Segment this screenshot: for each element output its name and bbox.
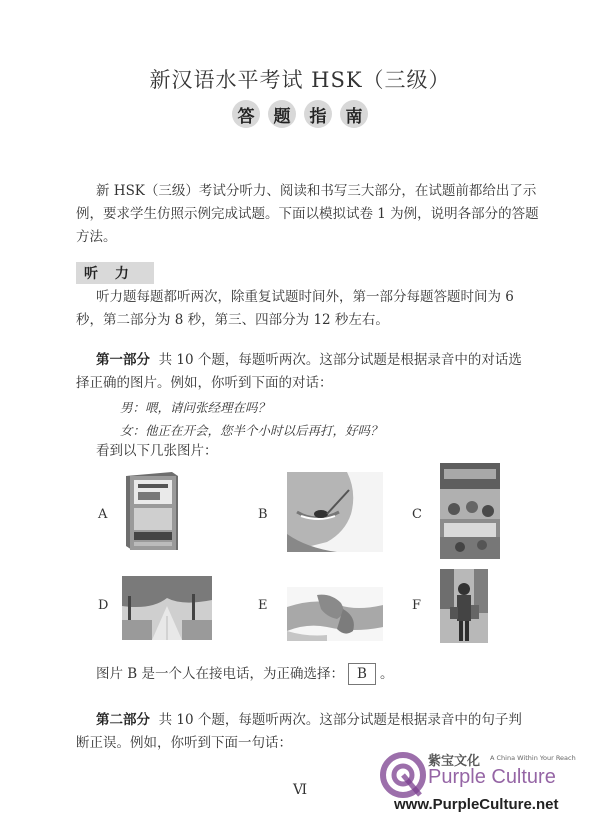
intro-line: 方法。 — [76, 229, 117, 245]
subtitle-char: 答 — [232, 100, 260, 128]
part2-text: 共 10 个题，每题听两次。这部分试题是根据录音中的句子判 — [158, 712, 522, 728]
section-tag-listening: 听 力 — [76, 262, 154, 284]
option-label-d: D — [98, 598, 109, 613]
dialogue-female: 女：他正在开会，您半个小时以后再打，好吗？ — [120, 423, 383, 438]
part1-line: 择正确的图片。例如，你听到下面的对话： — [76, 375, 333, 391]
see-images: 看到以下几张图片： — [96, 443, 218, 459]
option-image-book — [120, 470, 182, 552]
option-label-b: B — [258, 507, 268, 522]
page-number: Ⅵ — [292, 782, 308, 798]
option-label-a: A — [98, 507, 108, 522]
watermark-url: www.PurpleCulture.net — [394, 796, 559, 813]
dialogue-male: 男：喂，请问张经理在吗？ — [120, 400, 271, 415]
answer-box: B — [348, 663, 376, 685]
intro-line: 例，要求学生仿照示例完成试题。下面以模拟试卷 1 为例，说明各部分的答题 — [76, 206, 539, 222]
option-image-street — [122, 576, 212, 640]
option-label-c: C — [412, 507, 422, 522]
option-label-e: E — [258, 598, 268, 613]
part1-text: 共 10 个题，每题听两次。这部分试题是根据录音中的对话选 — [158, 352, 522, 368]
part1-label: 第一部分 — [96, 352, 150, 368]
listening-line: 秒，第二部分为 8 秒，第三、四部分为 12 秒左右。 — [76, 312, 389, 328]
option-label-f: F — [412, 598, 422, 613]
answer-suffix: 。 — [379, 666, 394, 682]
watermark-logo-icon — [380, 750, 426, 800]
option-image-restaurant — [440, 463, 500, 559]
intro-line: 新 HSK（三级）考试分听力、阅读和书写三大部分，在试题前都给出了示 — [96, 183, 537, 199]
watermark-brand-en: Purple Culture — [428, 766, 556, 788]
part2-label: 第二部分 — [96, 712, 150, 728]
answer-prefix: 图片 B 是一个人在接电话，为正确选择： — [96, 666, 345, 682]
answer-line — [96, 663, 393, 686]
subtitle-char: 题 — [268, 100, 296, 128]
watermark — [380, 748, 595, 828]
option-image-shopping — [440, 569, 488, 643]
subtitle-char: 南 — [340, 100, 368, 128]
part2-line — [96, 709, 522, 732]
subtitle — [0, 100, 600, 128]
subtitle-char: 指 — [304, 100, 332, 128]
watermark-tagline: A China Within Your Reach — [490, 754, 576, 762]
listening-line: 听力题每题都听两次，除重复试题时间外，第一部分每题答题时间为 6 — [96, 289, 514, 305]
part1-line — [96, 349, 522, 372]
page-title: 新汉语水平考试 HSK（三级） — [149, 68, 451, 92]
watermark-brand-cn: 紫宝文化 — [428, 754, 481, 769]
option-image-hands — [287, 587, 383, 641]
part2-line: 断正误。例如，你听到下面一句话： — [76, 735, 292, 751]
option-image-phone — [287, 472, 383, 552]
